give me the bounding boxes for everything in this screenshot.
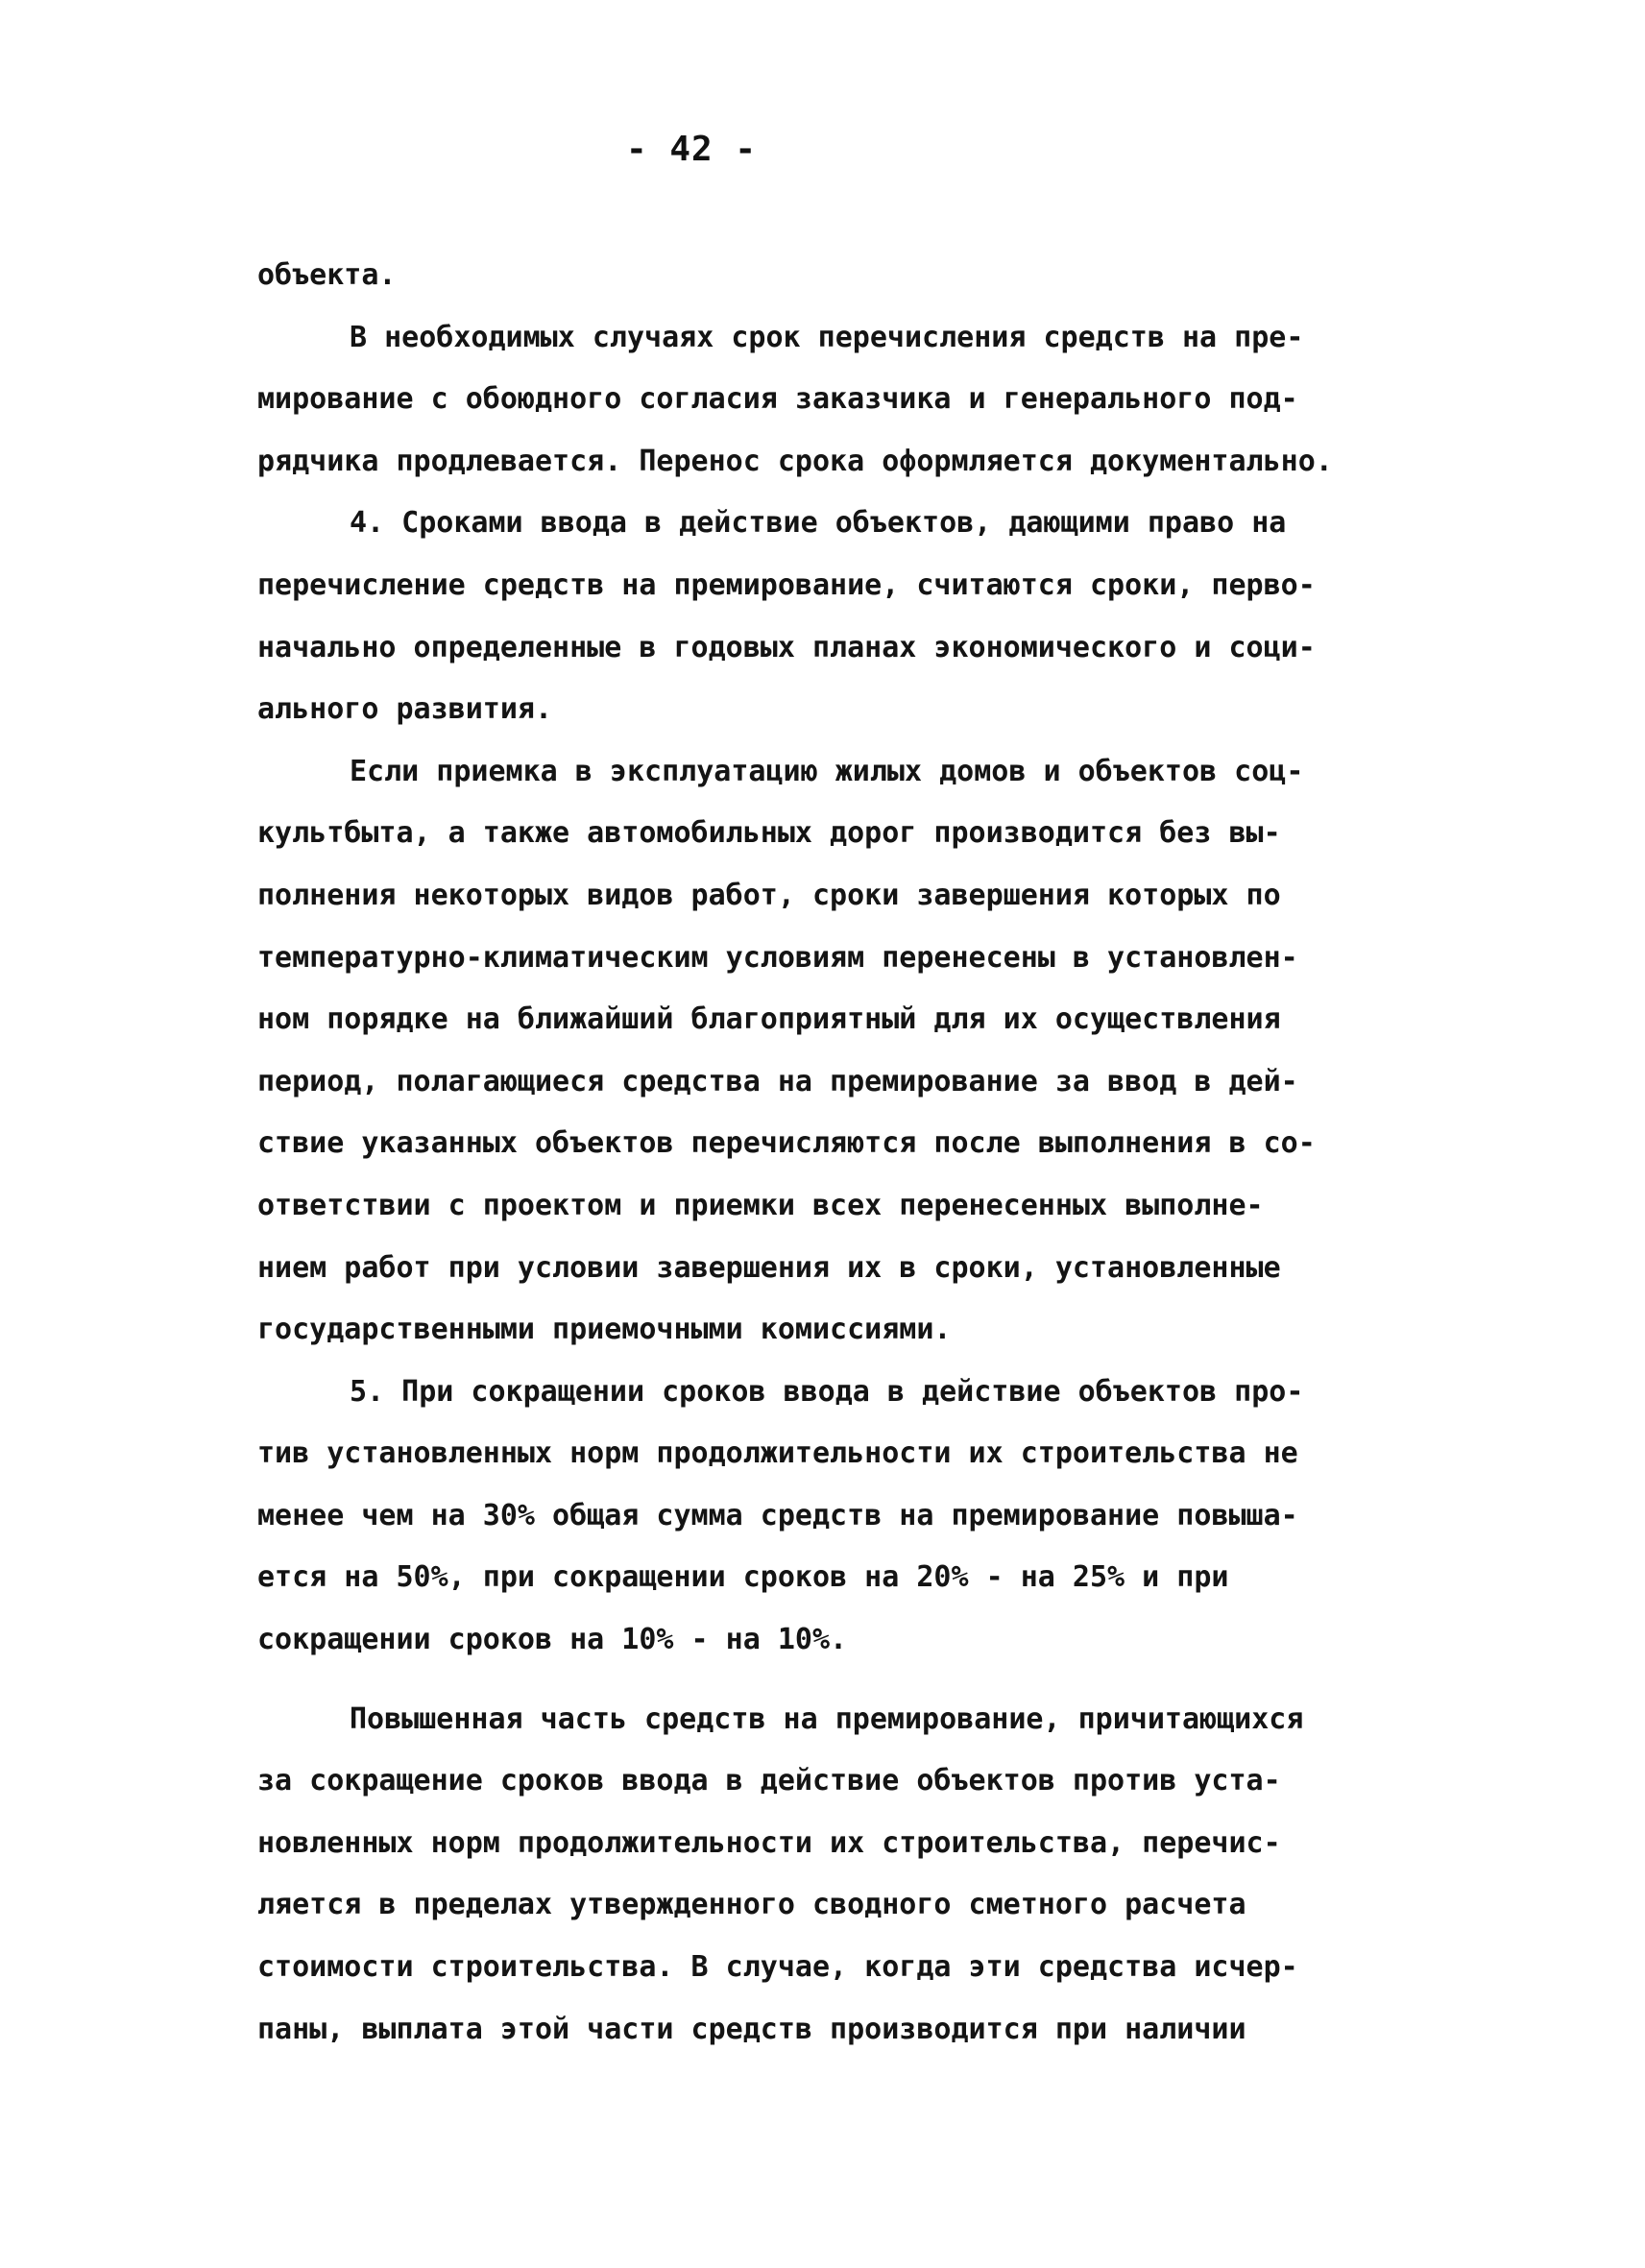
text-line: ляется в пределах утвержденного сводного сметного расчета — [257, 1888, 1246, 1922]
text-line: новленных норм продолжительности их строительства, перечис- — [257, 1825, 1281, 1860]
text-line: тив установленных норм продолжительности их строительства не — [257, 1436, 1298, 1471]
text-line: ется на 50%, при сокращении сроков на 20% - на 25% и при — [257, 1560, 1229, 1595]
text-line: перечисление средств на премирование, считаются сроки, перво- — [257, 567, 1316, 602]
paragraph-gap — [257, 1672, 1410, 1689]
text-line: температурно-климатическим условиям перенесены в установлен- — [257, 940, 1298, 975]
text-line: начально определенные в годовых планах экономического и соци- — [257, 630, 1316, 664]
text-line: полнения некоторых видов работ, сроки завершения которых по — [257, 878, 1281, 912]
text-line: В необходимых случаях срок перечисления средств на пре- — [350, 320, 1304, 354]
text-line: Повышенная часть средств на премирование, причитающихся — [350, 1701, 1304, 1736]
text-line: период, полагающиеся средства на премирование за ввод в дей- — [257, 1064, 1298, 1098]
text-line: мирование с обоюдного согласия заказчика и генерального под- — [257, 382, 1298, 417]
text-line: ответствии с проектом и приемки всех перенесенных выполне- — [257, 1188, 1264, 1222]
text-line: рядчика продлевается. Перенос срока оформляется документально. — [257, 444, 1333, 478]
text-line: культбыта, а также автомобильных дорог производится без вы- — [257, 816, 1281, 851]
document-body — [257, 245, 1410, 2061]
text-line: государственными приемочными комиссиями. — [257, 1313, 952, 1347]
text-line: Если приемка в эксплуатацию жилых домов и объектов соц- — [350, 754, 1304, 788]
text-line: объекта. — [257, 258, 397, 292]
text-line: стоимости строительства. В случае, когда эти средства исчер- — [257, 1950, 1298, 1985]
text-line: менее чем на 30% общая сумма средств на премирование повыша- — [257, 1498, 1298, 1532]
text-line: ном порядке на ближайший благоприятный для их осуществления — [257, 1002, 1281, 1037]
text-line: сокращении сроков на 10% - на 10%. — [257, 1623, 848, 1657]
text-line: ального развития. — [257, 692, 553, 727]
text-line: за сокращение сроков ввода в действие объектов против уста- — [257, 1764, 1281, 1798]
text-line: нием работ при условии завершения их в сроки, установленные — [257, 1250, 1281, 1285]
text-line: ствие указанных объектов перечисляются после выполнения в со- — [257, 1126, 1316, 1161]
text-line: паны, выплата этой части средств производится при наличии — [257, 2012, 1246, 2046]
page-number: - 42 - — [625, 130, 758, 169]
text-line: 5. При сокращении сроков ввода в действие объектов про- — [350, 1374, 1304, 1409]
text-line: 4. Сроками ввода в действие объектов, дающими право на — [350, 506, 1287, 541]
